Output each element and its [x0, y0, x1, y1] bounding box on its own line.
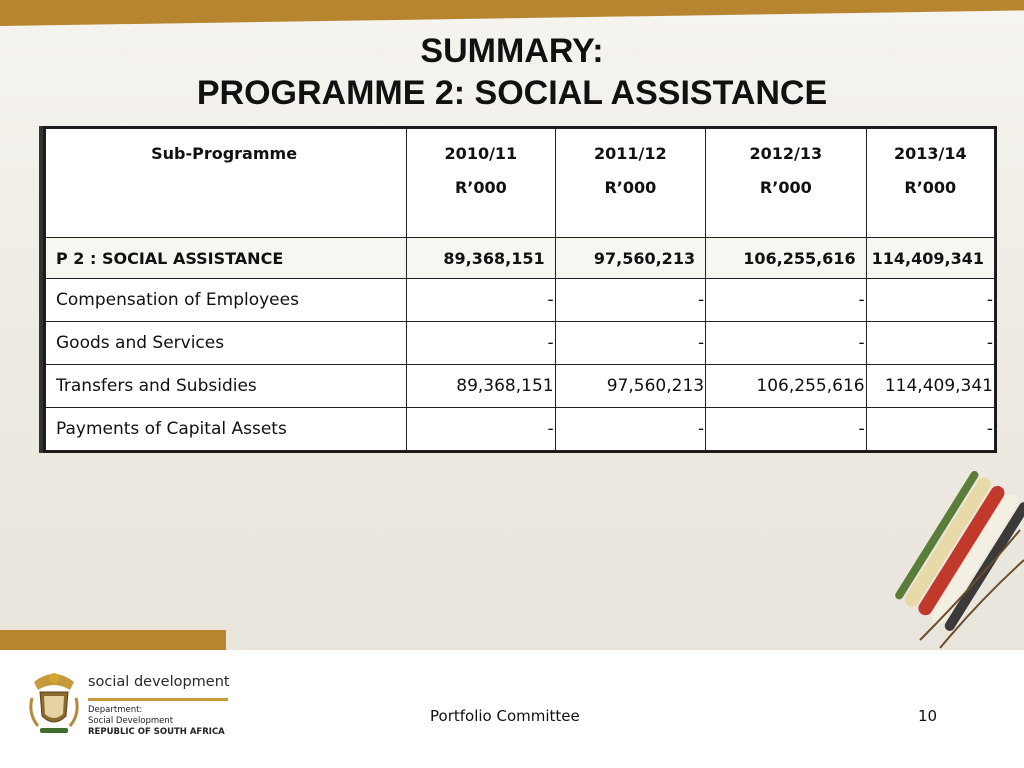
budget-table — [43, 126, 997, 453]
slide-title — [0, 30, 1024, 114]
cell-value: - — [407, 279, 555, 322]
programme-total-row — [46, 238, 995, 279]
cell-value: 106,255,616 — [706, 238, 867, 279]
cell-value: - — [706, 279, 867, 322]
title-line-1: SUMMARY: — [420, 32, 604, 70]
dept-label: Department: — [88, 705, 143, 715]
header-year-col: 2013/14 R’000 — [866, 129, 994, 238]
cell-value: 114,409,341 — [866, 365, 994, 408]
table-header-row — [46, 129, 995, 238]
cell-value: - — [407, 408, 555, 451]
cell-value: - — [866, 279, 994, 322]
cell-value: - — [866, 322, 994, 365]
table-row — [46, 365, 995, 408]
cell-value: 89,368,151 — [407, 365, 555, 408]
title-line-2: PROGRAMME 2: SOCIAL ASSISTANCE — [196, 74, 828, 112]
page-number: 10 — [918, 707, 938, 725]
cell-value: - — [555, 322, 705, 365]
cell-value: 97,560,213 — [555, 365, 705, 408]
dept-name: Social Development — [88, 716, 174, 726]
row-label: Goods and Services — [46, 322, 407, 365]
cell-value: - — [706, 408, 867, 451]
header-year-col: 2012/13 R’000 — [706, 129, 867, 238]
brand-name: social development — [88, 674, 230, 690]
cell-value: 89,368,151 — [407, 238, 555, 279]
coat-of-arms-icon — [26, 668, 82, 738]
cell-value: - — [706, 322, 867, 365]
cell-value: - — [866, 408, 994, 451]
table-row — [46, 279, 995, 322]
footer-caption: Portfolio Committee — [430, 707, 580, 725]
cell-value: 97,560,213 — [555, 238, 705, 279]
bottom-accent-bar — [0, 630, 226, 650]
beadwork-decoration-icon — [880, 470, 1024, 650]
cell-value: - — [407, 322, 555, 365]
row-label: Payments of Capital Assets — [46, 408, 407, 451]
cell-value: - — [555, 279, 705, 322]
country-name: REPUBLIC OF SOUTH AFRICA — [88, 727, 225, 737]
cell-value: 114,409,341 — [866, 238, 994, 279]
header-year-col: 2011/12 R’000 — [555, 129, 705, 238]
brand-divider — [88, 698, 228, 701]
table-row — [46, 322, 995, 365]
cell-value: 106,255,616 — [706, 365, 867, 408]
row-label: P 2 : SOCIAL ASSISTANCE — [46, 238, 407, 279]
header-year-col: 2010/11 R’000 — [407, 129, 555, 238]
table-row — [46, 408, 995, 451]
top-accent-stripe — [0, 0, 1024, 26]
row-label: Compensation of Employees — [46, 279, 407, 322]
cell-value: - — [555, 408, 705, 451]
header-sub-programme: Sub-Programme — [46, 129, 407, 238]
row-label: Transfers and Subsidies — [46, 365, 407, 408]
